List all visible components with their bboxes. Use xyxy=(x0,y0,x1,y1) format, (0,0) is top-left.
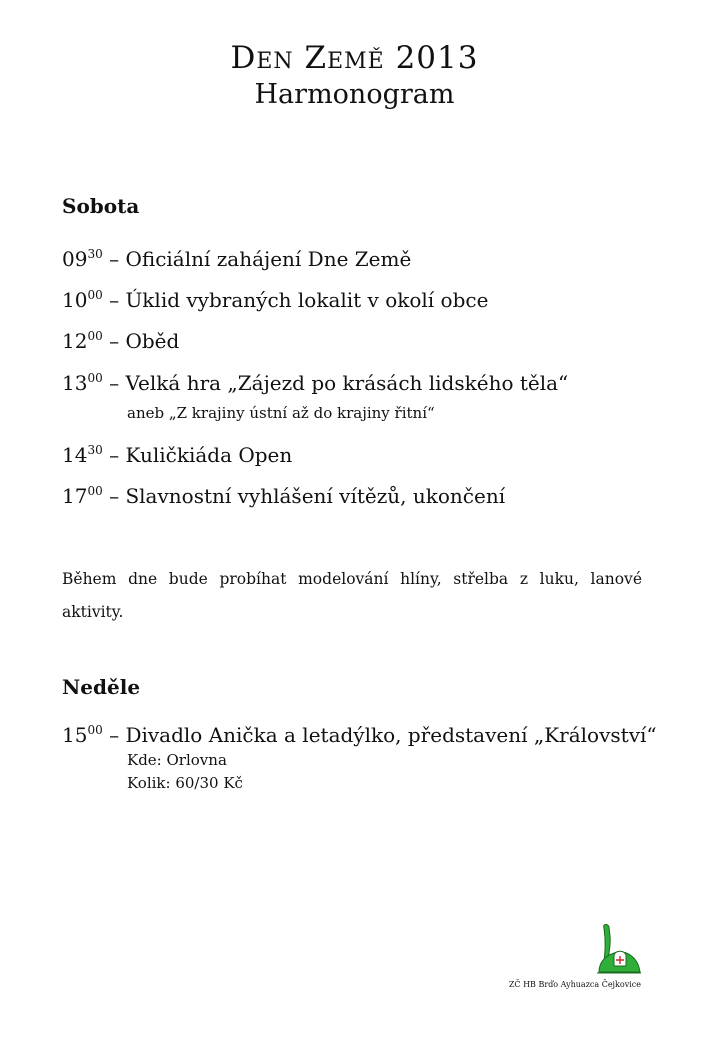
schedule-item xyxy=(62,442,292,468)
time-hour: 09 xyxy=(62,247,88,271)
time-minute: 00 xyxy=(87,288,103,302)
schedule-item xyxy=(62,246,411,272)
document-subtitle: Harmonogram xyxy=(254,79,455,110)
schedule-subtext-place: Kde: Orlovna xyxy=(127,751,227,769)
time-hour: 10 xyxy=(62,288,88,312)
troop-logo-icon xyxy=(594,922,644,976)
schedule-text: Velká hra „Zájezd po krásách lidského těla“ xyxy=(125,371,569,395)
time-hour: 13 xyxy=(62,371,88,395)
time-minute: 30 xyxy=(87,247,103,261)
time-minute: 00 xyxy=(87,484,103,498)
saturday-note: Během dne bude probíhat modelování hlíny, střelba z luku, lanové aktivity. xyxy=(62,570,642,621)
dash: – xyxy=(109,247,120,271)
section-heading-saturday: Sobota xyxy=(62,194,140,218)
dash: – xyxy=(109,371,120,395)
schedule-item xyxy=(62,722,657,748)
schedule-text: Úklid vybraných lokalit v okolí obce xyxy=(125,288,489,312)
dash: – xyxy=(109,443,120,467)
time-minute: 30 xyxy=(87,443,103,457)
time-hour: 15 xyxy=(62,723,88,747)
document-title: Den Země 2013 xyxy=(230,40,479,76)
schedule-subtext-price: Kolik: 60/30 Kč xyxy=(127,774,243,792)
time-minute: 00 xyxy=(87,723,103,737)
schedule-text: Kuličkiáda Open xyxy=(125,443,293,467)
time-hour: 17 xyxy=(62,484,88,508)
footer-organization: ZČ HB Brďo Ayhuazca Čejkovice xyxy=(508,980,641,989)
dash: – xyxy=(109,723,120,747)
schedule-item xyxy=(62,370,568,396)
schedule-item xyxy=(62,287,488,313)
schedule-text: Oběd xyxy=(125,329,180,353)
schedule-text: Oficiální zahájení Dne Země xyxy=(125,247,412,271)
schedule-text: Slavnostní vyhlášení vítězů, ukončení xyxy=(125,484,506,508)
dash: – xyxy=(109,288,120,312)
dash: – xyxy=(109,329,120,353)
time-minute: 00 xyxy=(87,329,103,343)
time-hour: 14 xyxy=(62,443,88,467)
dash: – xyxy=(109,484,120,508)
time-minute: 00 xyxy=(87,371,103,385)
time-hour: 12 xyxy=(62,329,88,353)
schedule-text: Divadlo Anička a letadýlko, představení „Království“ xyxy=(125,723,657,747)
schedule-subtext: aneb „Z krajiny ústní až do krajiny řitní“ xyxy=(127,404,435,422)
schedule-item xyxy=(62,328,179,354)
schedule-item xyxy=(62,483,505,509)
section-heading-sunday: Neděle xyxy=(62,675,141,699)
